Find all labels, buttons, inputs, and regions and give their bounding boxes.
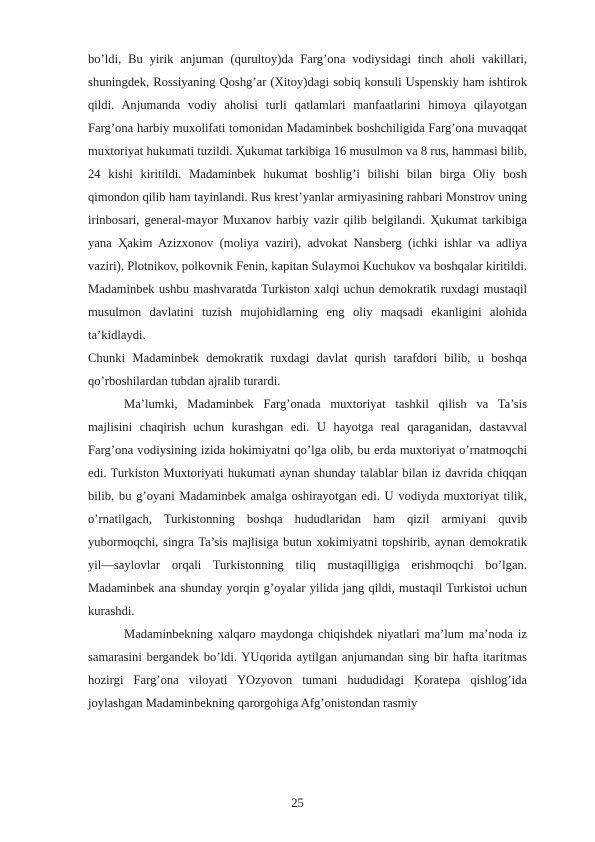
paragraph-3: Ma’lumki, Madaminbek Farg’onada muxtoriyat tashkil qilish va Ta’sis majlisini chaqirish uchun kurashgan edi. U hayotga real qaraganidan, dastavval Farg’ona vodiysining izida hokimiyatni qo’lga olib, bu erda muxtoriyat o’rnatmoqchi edi. Turkiston Muxtoriyati hukumati aynan shunday talablar bilan iz davrida chiqqan bilib, bu g’oyani Madaminbek amalga oshirayotgan edi. U vodiyda muxtoriyat tilik, o’rnatilgach, Turkistonning boshqa hududlaridan ham qizil armiyani quvib yubormoqchi, singra Ta’sis majlisiga butun xokimiyatni topshirib, aynan demokratik yil—saylovlar orqali Turkistonning tiliq mustaqilligiga erishmoqchi bo’lgan. Madaminbek ana shunday yorqin g’oyalar yilida jang qildi, mustaqil Turkistoi uchun kurashdi. — [88, 397, 527, 618]
document-page — [88, 48, 527, 715]
page-number: 25 — [291, 796, 304, 810]
paragraph-2: Chunki Madaminbek demokratik ruxdagi davlat qurish tarafdori bilib, u boshqa qo’rboshilardan tubdan ajralib turardi. — [88, 351, 527, 388]
paragraph-4: Madaminbekning xalqaro maydonga chiqishdek niyatlari ma’lum ma’noda iz samarasini bergandek bo’ldi. YUqorida aytilgan anjumandan sing bir hafta itaritmas hozirgi Farg’ona viloyati YOzyovon tumani hududidagi Ķoratepa qishlog’ida joylashgan Madaminbekning qarorgohiga Afg’onistondan rasmiy — [88, 627, 527, 710]
paragraph-1: bo’ldi, Bu yirik anjuman (qurultoy)da Farg’ona vodiysidagi tinch aholi vakillari, shuningdek, Rossiyaning Qoshg’ar (Xitoy)dagi sobiq konsuli Uspenskiy ham ishtirok qildi. Anjumanda vodiy aholisi turli qatlamlari manfaatlarini himoya qilayotgan Farg’ona harbiy muxolifati tomonidan Madaminbek boshchiligida Farg’ona muvaqqat muxtoriyat hukumati tuzildi. Ҳukumat tarkibiga 16 musulmon va 8 rus, hammasi bilib, 24 kishi kiritildi. Madaminbek hukumat boshlig’i bilishi bilan birga Oliy bosh qimondon qilib ham tayinlandi. Rus krest’yanlar armiyasining rahbari Monstrov uning irinbosari, general-mayor Muxanov harbiy vazir qilib belgilandi. Ҳukumat tarkibiga yana Ҳakim Azizxonov (moliya vaziri), advokat Nansberg (ichki ishlar va adliya vaziri), Plotnikov, polkovnik Fenin, kapitan Sulaymoi Kuchukov va boshqalar kiritildi. Madaminbek ushbu mashvaratda Turkiston xalqi uchun demokratik ruxdagi mustaqil musulmon davlatini tuzish mujohidlarning eng oliy maqsadi ekanligini alohida ta’kidlaydi. — [88, 52, 527, 342]
